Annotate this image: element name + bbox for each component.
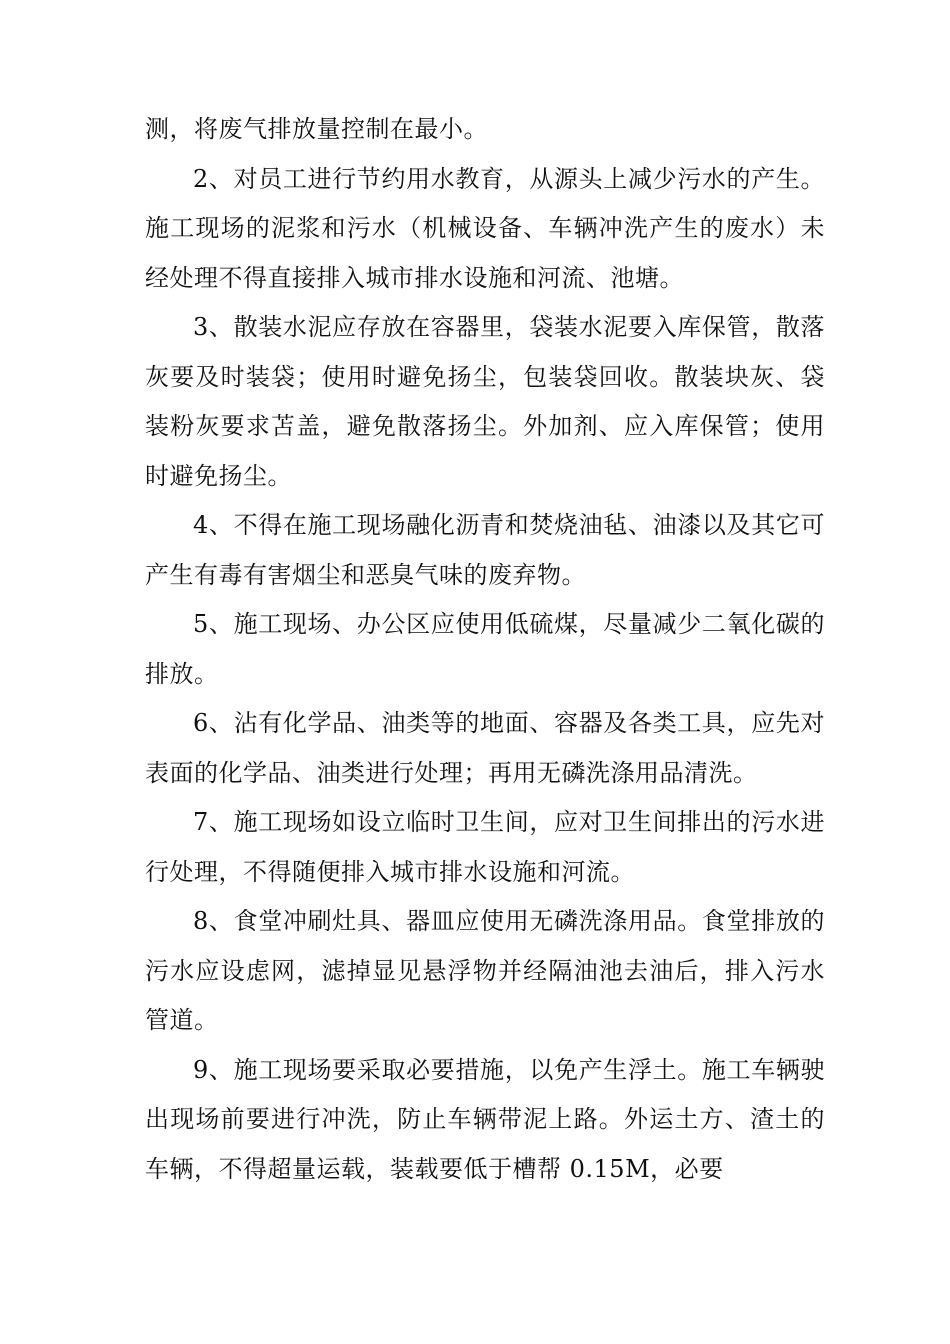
- paragraph-item-6: 6、沾有化学品、油类等的地面、容器及各类工具，应先对表面的化学品、油类进行处理；再用无磷洗涤用品清洗。: [145, 709, 825, 787]
- paragraph-continuation: 测，将废气排放量控制在最小。: [145, 115, 488, 143]
- paragraph-item-2: 2、对员工进行节约用水教育，从源头上减少污水的产生。施工现场的泥浆和污水（机械设备、车辆冲洗产生的废水）未经处理不得直接排入城市排水设施和河流、池塘。: [145, 164, 825, 292]
- document-page: [145, 105, 825, 1194]
- paragraph-item-7: 7、施工现场如设立临时卫生间，应对卫生间排出的污水进行处理，不得随便排入城市排水设施和河流。: [145, 808, 825, 886]
- paragraph-item-4: 4、不得在施工现场融化沥青和焚烧油毡、油漆以及其它可产生有毒有害烟尘和恶臭气味的废弃物。: [145, 511, 825, 589]
- paragraph-item-8: 8、食堂冲刷灶具、器皿应使用无磷洗涤用品。食堂排放的污水应设虑网，滤掉显见悬浮物并经隔油池去油后，排入污水管道。: [145, 907, 825, 1034]
- paragraph-item-3: 3、散装水泥应存放在容器里，袋装水泥要入库保管，散落灰要及时装袋；使用时避免扬尘，包装袋回收。散装块灰、袋装粉灰要求苫盖，避免散落扬尘。外加剂、应入库保管；使用时避免扬尘。: [145, 313, 825, 490]
- paragraph-item-9: 9、施工现场要采取必要措施，以免产生浮土。施工车辆驶出现场前要进行冲洗，防止车辆带泥上路。外运土方、渣土的车辆，不得超量运载，装载要低于槽帮 0.15M，必要: [145, 1055, 825, 1183]
- paragraph-item-5: 5、施工现场、办公区应使用低硫煤，尽量减少二氧化碳的排放。: [145, 610, 825, 688]
